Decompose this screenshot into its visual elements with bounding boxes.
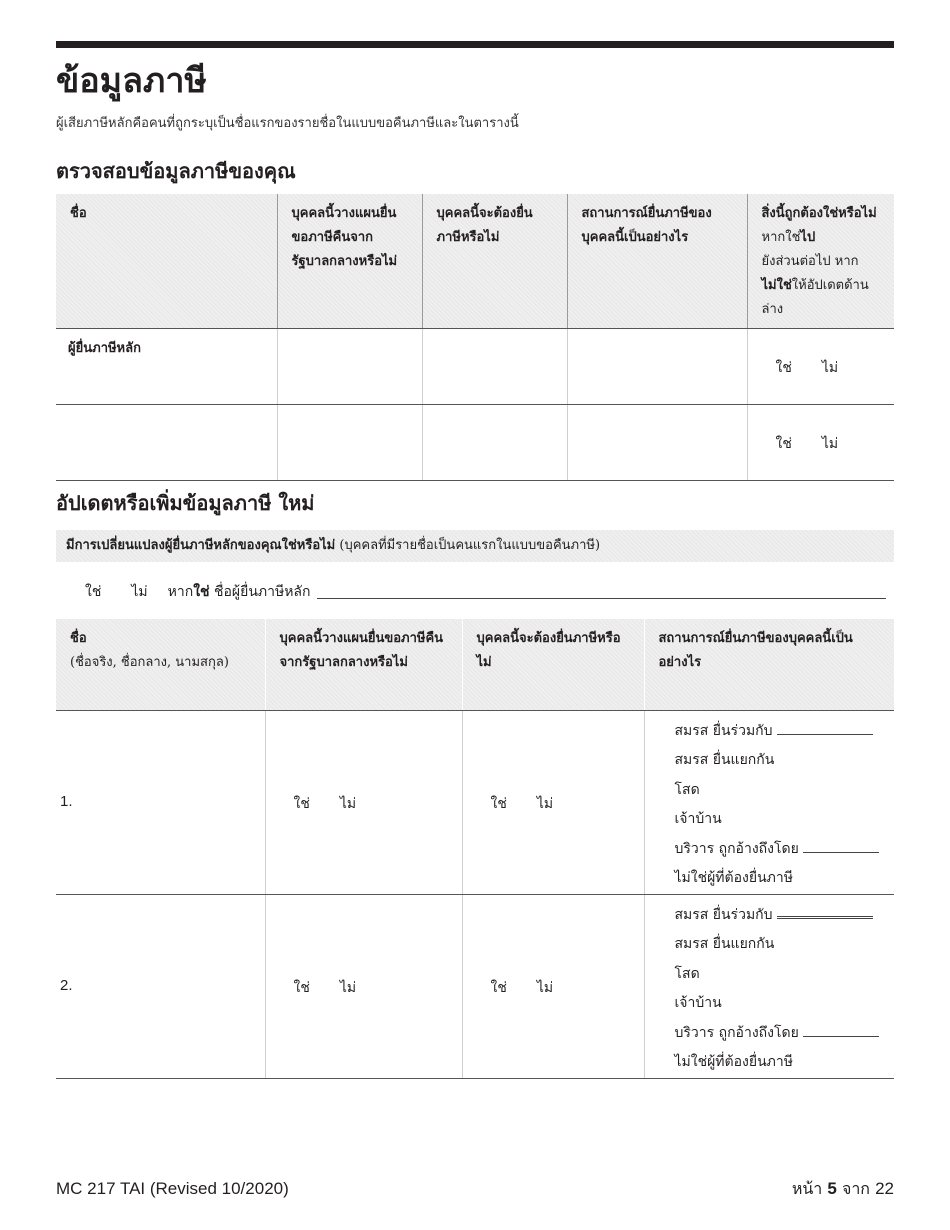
col-name-header: ชื่อ bbox=[56, 194, 277, 329]
col-correct-header bbox=[747, 194, 894, 329]
correct-bold-1: สิ่งนี้ถูกต้องใช่หรือไม่ bbox=[761, 206, 877, 221]
update-heading: อัปเดตหรือเพิ่มข้อมูลภาษี ใหม่ bbox=[56, 491, 315, 515]
cell-plan-refund[interactable] bbox=[277, 405, 422, 481]
yes-option[interactable]: ใช่ bbox=[775, 436, 792, 452]
primary-filer-name-field[interactable] bbox=[317, 580, 887, 599]
claimed-by-field[interactable] bbox=[803, 839, 879, 853]
status-not-required[interactable]: ไม่ใช่ผู้ที่ต้องยื่นภาษี bbox=[674, 870, 793, 886]
filing-status-options bbox=[645, 895, 895, 1078]
status-not-required[interactable]: ไม่ใช่ผู้ที่ต้องยื่นภาษี bbox=[674, 1054, 793, 1070]
name-hint: (ชื่อจริง, ชื่อกลาง, นามสกุล) bbox=[70, 655, 229, 670]
file-no-option[interactable]: ไม่ bbox=[536, 979, 554, 996]
cell-filing-status[interactable] bbox=[567, 329, 747, 405]
cell-name[interactable] bbox=[56, 894, 265, 1078]
col-filing-status-header: สถานการณ์ยื่นภาษีของบุคคลนี้เป็นอย่างไร bbox=[644, 619, 894, 710]
col-must-file-header: บุคคลนี้จะต้องยื่นภาษีหรือไม่ bbox=[462, 619, 644, 710]
cell-filing-status[interactable] bbox=[567, 405, 747, 481]
changed-no-option[interactable]: ไม่ bbox=[131, 584, 148, 600]
verify-table bbox=[56, 194, 894, 481]
page-counter: หน้า 5 จาก 22 bbox=[791, 1179, 894, 1198]
update-table bbox=[56, 619, 894, 1079]
page-subtitle: ผู้เสียภาษีหลักคือคนที่ถูกระบุเป็นชื่อแรกของรายชื่อในแบบขอคืนภาษีและในตารางนี้ bbox=[56, 116, 519, 131]
correct-text-3: ให้อัปเดตด้านล่าง bbox=[761, 278, 869, 317]
cell-must-file[interactable] bbox=[422, 405, 567, 481]
if-yes-label: หากใช่ ชื่อผู้ยื่นภาษีหลัก bbox=[167, 584, 311, 600]
correct-bold-2: ไป bbox=[800, 230, 816, 245]
top-rule bbox=[56, 41, 894, 48]
changed-question-band bbox=[56, 530, 894, 562]
correct-bold-3: ไม่ใช่ bbox=[761, 278, 792, 293]
cell-must-file[interactable] bbox=[422, 329, 567, 405]
name-header-label: ชื่อ bbox=[70, 631, 87, 646]
form-id: MC 217 TAI (Revised 10/2020) bbox=[56, 1179, 289, 1198]
table-row bbox=[56, 329, 894, 405]
cell-name[interactable] bbox=[56, 710, 265, 894]
status-married-joint[interactable]: สมรส ยื่นร่วมกับ bbox=[675, 717, 887, 747]
verify-heading: ตรวจสอบข้อมูลภาษีของคุณ bbox=[56, 159, 296, 183]
correct-text-1: หากใช่ bbox=[761, 230, 801, 245]
status-married-joint[interactable]: สมรส ยื่นร่วมกับ bbox=[675, 901, 887, 931]
cell-plan-refund[interactable] bbox=[277, 329, 422, 405]
changed-question: มีการเปลี่ยนแปลงผู้ยื่นภาษีหลักของคุณใช่หรือไม่ bbox=[66, 538, 336, 553]
refund-yes-option[interactable]: ใช่ bbox=[293, 795, 310, 812]
cell-name[interactable] bbox=[56, 405, 277, 481]
status-single[interactable]: โสด bbox=[674, 781, 700, 798]
table-row bbox=[56, 405, 894, 481]
refund-no-option[interactable]: ไม่ bbox=[339, 979, 357, 996]
status-head-of-household[interactable]: เจ้าบ้าน bbox=[674, 995, 722, 1011]
row-number: 1. bbox=[60, 792, 73, 810]
file-yes-option[interactable]: ใช่ bbox=[490, 979, 507, 996]
primary-filer-label: ผู้ยื่นภาษีหลัก bbox=[56, 329, 277, 405]
file-no-option[interactable]: ไม่ bbox=[536, 795, 554, 812]
col-filing-status-header: สถานการณ์ยื่นภาษีของบุคคลนี้เป็นอย่างไร bbox=[567, 194, 747, 329]
status-married-separate[interactable]: สมรส ยื่นแยกกัน bbox=[674, 752, 775, 768]
no-option[interactable]: ไม่ bbox=[821, 436, 839, 452]
refund-yes-option[interactable]: ใช่ bbox=[293, 979, 310, 996]
yes-option[interactable]: ใช่ bbox=[775, 360, 792, 376]
joint-with-field[interactable] bbox=[777, 721, 873, 735]
row-number: 2. bbox=[60, 976, 73, 994]
changed-note: (บุคคลที่มีรายชื่อเป็นคนแรกในแบบขอคืนภาษี) bbox=[335, 538, 601, 553]
status-head-of-household[interactable]: เจ้าบ้าน bbox=[674, 811, 722, 827]
claimed-by-field[interactable] bbox=[803, 1023, 879, 1037]
table-row bbox=[56, 710, 894, 894]
file-yes-option[interactable]: ใช่ bbox=[490, 795, 507, 812]
filing-status-options bbox=[645, 711, 895, 894]
col-must-file-header: บุคคลนี้จะต้องยื่นภาษีหรือไม่ bbox=[422, 194, 567, 329]
changed-yes-option[interactable]: ใช่ bbox=[85, 584, 102, 600]
joint-with-field[interactable] bbox=[777, 905, 873, 919]
no-option[interactable]: ไม่ bbox=[821, 360, 839, 376]
refund-no-option[interactable]: ไม่ bbox=[339, 795, 357, 812]
status-married-separate[interactable]: สมรส ยื่นแยกกัน bbox=[674, 936, 775, 952]
status-dependent[interactable]: บริวาร ถูกอ้างถึงโดย bbox=[675, 1019, 887, 1049]
correct-text-2: ยังส่วนต่อไป หาก bbox=[761, 254, 859, 269]
col-plan-refund-header: บุคคลนี้วางแผนยื่นขอภาษีคืนจากรัฐบาลกลางหรือไม่ bbox=[265, 619, 462, 710]
col-plan-refund-header: บุคคลนี้วางแผนยื่นขอภาษีคืนจากรัฐบาลกลางหรือไม่ bbox=[277, 194, 422, 329]
status-single[interactable]: โสด bbox=[674, 965, 700, 982]
page-title: ข้อมูลภาษี bbox=[56, 61, 207, 101]
changed-answer-row bbox=[56, 580, 894, 604]
status-dependent[interactable]: บริวาร ถูกอ้างถึงโดย bbox=[675, 835, 887, 865]
col-name-header bbox=[56, 619, 265, 710]
table-row bbox=[56, 894, 894, 1078]
